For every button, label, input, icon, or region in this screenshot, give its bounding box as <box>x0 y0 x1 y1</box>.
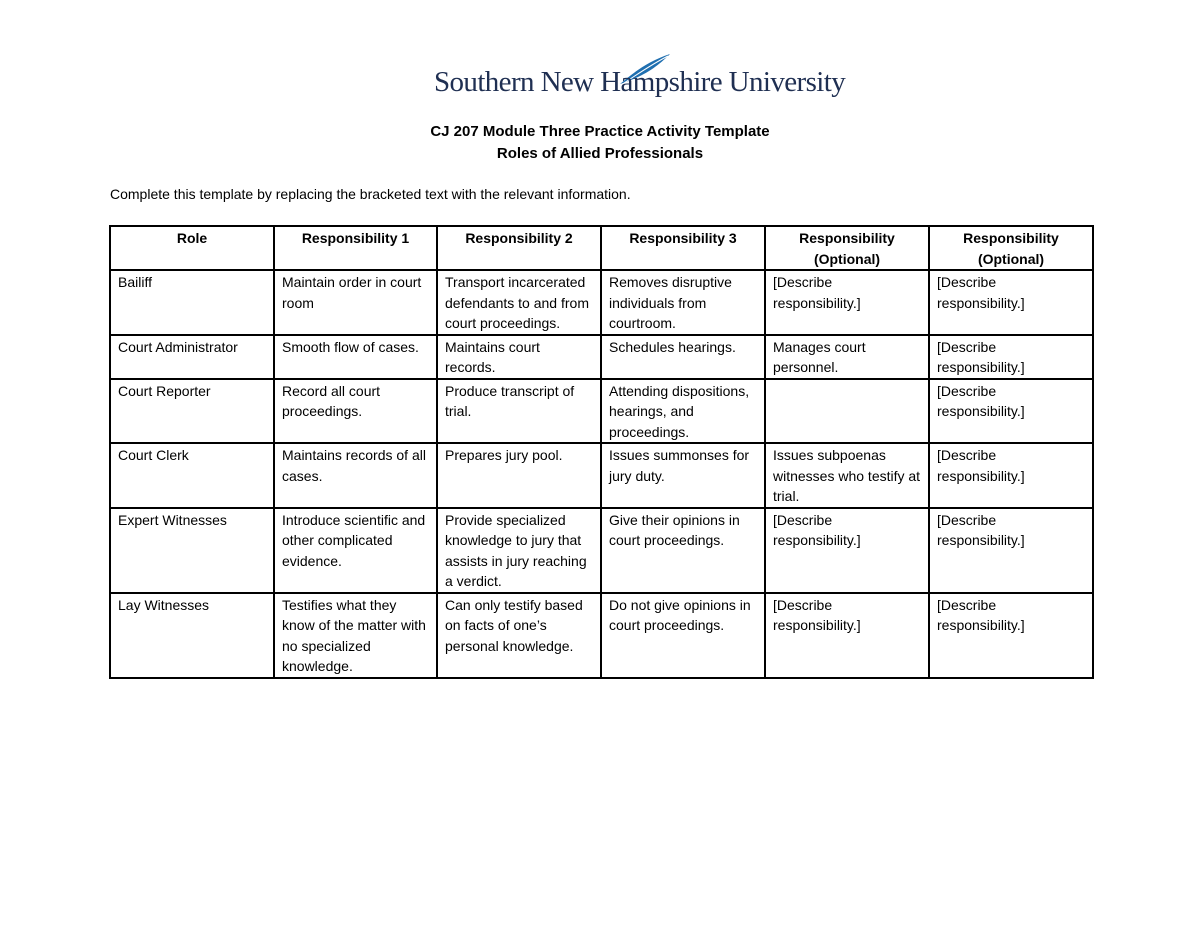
table-cell: [Describe responsibility.] <box>929 508 1093 593</box>
table-row <box>110 335 1093 379</box>
table-cell: [Describe responsibility.] <box>765 270 929 335</box>
table-cell: Give their opinions in court proceedings. <box>601 508 765 593</box>
page-subtitle: Roles of Allied Professionals <box>496 145 704 162</box>
table-cell: Testifies what they know of the matter with no specialized knowledge. <box>274 593 437 678</box>
table-cell: Bailiff <box>110 270 274 335</box>
table-cell: Court Administrator <box>110 335 274 379</box>
table-row <box>110 508 1093 593</box>
column-header: Responsibility 1 <box>274 226 437 270</box>
column-header: Responsibility 2 <box>437 226 601 270</box>
roles-table <box>109 225 1094 679</box>
table-cell: [Describe responsibility.] <box>929 379 1093 444</box>
table-cell: Manages court personnel. <box>765 335 929 379</box>
table-cell: Removes disruptive individuals from courtroom. <box>601 270 765 335</box>
table-cell: Provide specialized knowledge to jury that assists in jury reaching a verdict. <box>437 508 601 593</box>
table-cell: Do not give opinions in court proceedings. <box>601 593 765 678</box>
table-cell: Prepares jury pool. <box>437 443 601 508</box>
university-logo <box>434 52 846 108</box>
table-cell: [Describe responsibility.] <box>765 593 929 678</box>
table-cell: [Describe responsibility.] <box>929 443 1093 508</box>
table-cell: [Describe responsibility.] <box>765 508 929 593</box>
table-cell: Attending dispositions, hearings, and proceedings. <box>601 379 765 444</box>
column-header: Responsibility (Optional) <box>765 226 929 270</box>
table-row <box>110 270 1093 335</box>
table-cell: Issues summonses for jury duty. <box>601 443 765 508</box>
table-cell: Produce transcript of trial. <box>437 379 601 444</box>
column-header: Responsibility (Optional) <box>929 226 1093 270</box>
table-cell: Issues subpoenas witnesses who testify at trial. <box>765 443 929 508</box>
page-title: CJ 207 Module Three Practice Activity Template <box>430 123 770 140</box>
table-cell: [Describe responsibility.] <box>929 593 1093 678</box>
table-cell: [Describe responsibility.] <box>929 270 1093 335</box>
table-cell: Maintains records of all cases. <box>274 443 437 508</box>
table-cell: Can only testify based on facts of one’s personal knowledge. <box>437 593 601 678</box>
table-cell <box>765 379 929 444</box>
table-cell: Transport incarcerated defendants to and from court proceedings. <box>437 270 601 335</box>
table-cell: Court Reporter <box>110 379 274 444</box>
table-cell: Maintains court records. <box>437 335 601 379</box>
table-cell: Smooth flow of cases. <box>274 335 437 379</box>
table-header-row <box>110 226 1093 270</box>
table-cell: Introduce scientific and other complicated evidence. <box>274 508 437 593</box>
table-row <box>110 379 1093 444</box>
title-block <box>0 121 1200 165</box>
table-cell: Expert Witnesses <box>110 508 274 593</box>
logo-wordmark: Southern New Hampshire University <box>434 66 846 98</box>
table-cell: Court Clerk <box>110 443 274 508</box>
table-cell: Lay Witnesses <box>110 593 274 678</box>
instructions-text: Complete this template by replacing the bracketed text with the relevant information. <box>110 186 631 202</box>
table-row <box>110 593 1093 678</box>
table-cell: [Describe responsibility.] <box>929 335 1093 379</box>
column-header: Role <box>110 226 274 270</box>
table-row <box>110 443 1093 508</box>
table-cell: Record all court proceedings. <box>274 379 437 444</box>
column-header: Responsibility 3 <box>601 226 765 270</box>
table-cell: Schedules hearings. <box>601 335 765 379</box>
table-cell: Maintain order in court room <box>274 270 437 335</box>
